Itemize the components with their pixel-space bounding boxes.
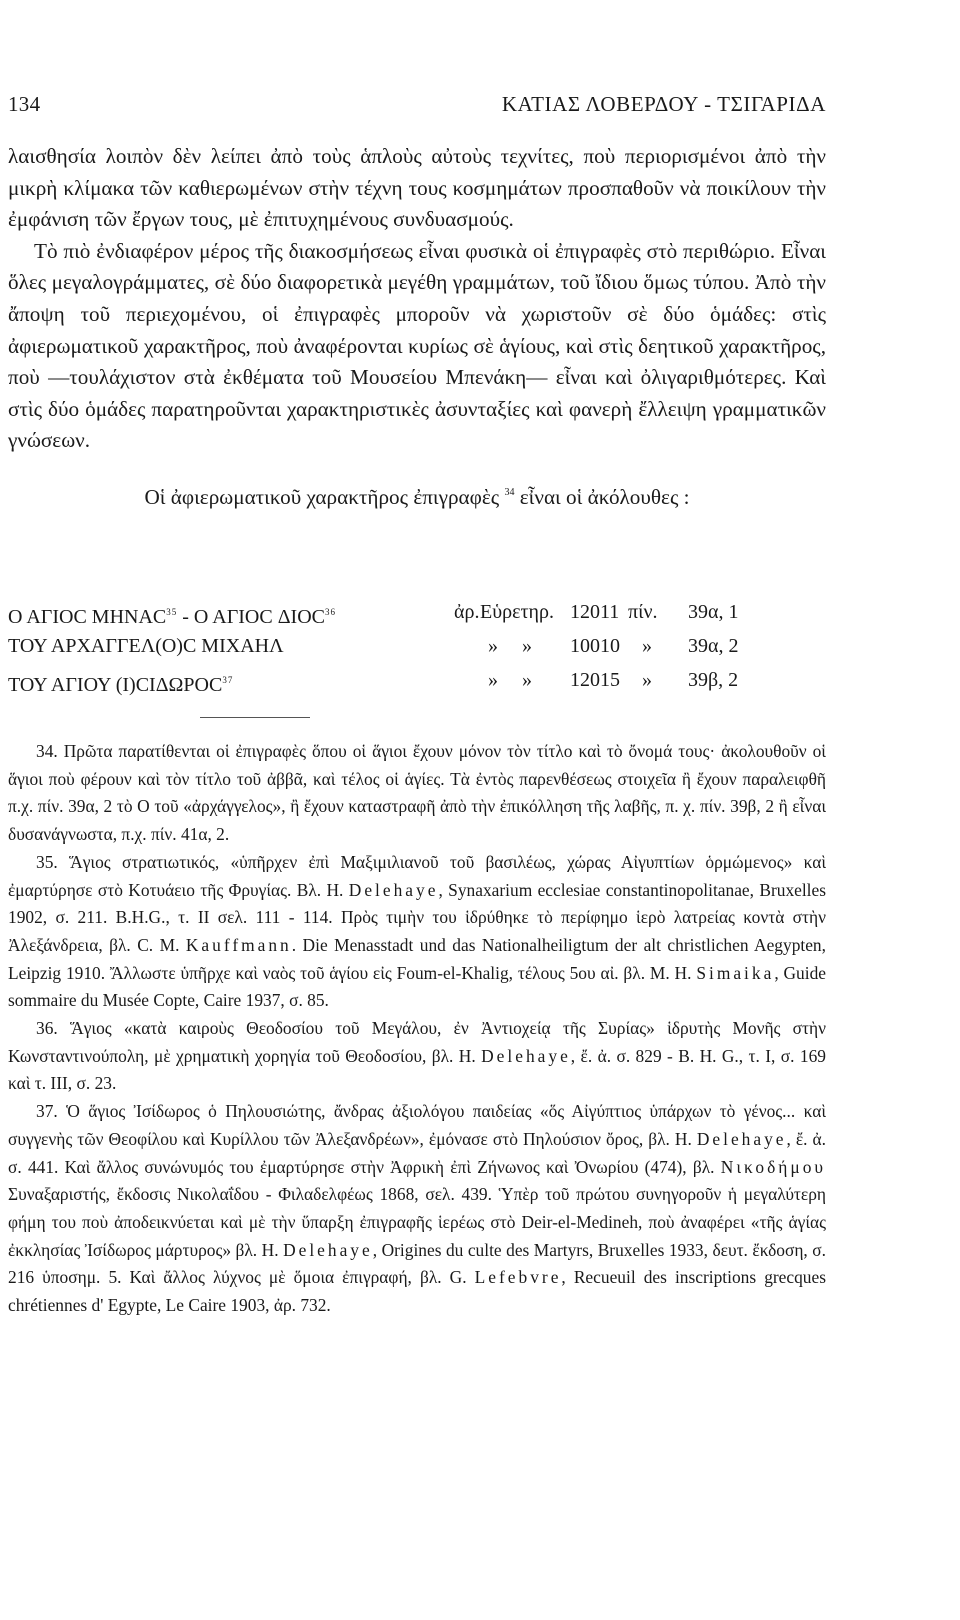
main-text: [8, 141, 826, 514]
plate-label: πίν.: [628, 601, 658, 623]
footnote-ref: 35: [166, 607, 178, 617]
registry-label: Εὑρετηρ.: [480, 601, 554, 623]
footnote-ref-34: 34: [504, 486, 515, 498]
author-name: Νικοδήμου: [720, 1156, 826, 1177]
footnote-35: 35. Ἅγιος στρατιωτικός, «ὑπῆρχεν ἐπὶ Μαξιμιλιανοῦ τοῦ βασιλέως, χώρας Αἰγυπτίων ὁρμώμενος» καὶ ἐμαρτύρησε στὸ Κοτυάειο τῆς Φρυγίας. Βλ. Η. Delehaye, Synaxarium ecclesiae constantinopolitanae, Bruxelles 1902, σ. 211. B.H.G., τ. II σελ. 111 - 114. Πρὸς τιμὴν του ἱδρύθηκε τὸ περίφημο ἱερὸ λατρείας κοντὰ στὴν Ἀλεξάνδρεια, βλ. C. M. Kauffmann. Die Menasstadt und das Nationalheiligtum der alt christlichen Aegypten, Leipzig 1910. Ἄλλωστε ὑπῆρχε καὶ ναὸς τοῦ ἁγίου εἰς Foum-el-Khalig, τέλους 5ου αἰ. βλ. M. H. Simaika, Guide sommaire du Musée Copte, Caire 1937, σ. 85.: [8, 851, 827, 1011]
paragraph-1: λαισθησία λοιπὸν δὲν λείπει ἀπὸ τοὺς ἁπλοὺς αὐτοὺς τεχνίτες, ποὺ περιορισμένοι ἀπὸ τὴν μικρὴ κλίμακα τῶν καθιερωμένων στὴν τέχνη τους κοσμημάτων προσπαθοῦν νὰ ποικίλουν τὴν ἐμφάνιση τῶν ἔργων τους, μὲ ἐπιτυχημένους συνδυασμούς.: [8, 144, 826, 232]
plate-ref: 39α, 2: [688, 635, 739, 657]
footnote-divider: [200, 717, 310, 718]
ditto-mark: »: [522, 669, 532, 691]
ditto-mark: »: [642, 635, 652, 657]
ditto-mark: »: [488, 669, 498, 691]
inscriptions-intro: [8, 477, 826, 514]
author-name: Simaika: [696, 962, 775, 983]
author-name: Delehaye: [283, 1239, 373, 1260]
running-title: ΚΑΤΙΑΣ ΛΟΒΕΡΔΟΥ - ΤΣΙΓΑΡΙΔΑ: [501, 92, 826, 116]
registry-number: 12011: [570, 601, 620, 623]
registry-number: 10010: [570, 635, 620, 657]
footnote-ref: 36: [325, 607, 337, 617]
inscription-row: [8, 663, 768, 697]
plate-ref: 39β, 2: [688, 669, 739, 691]
intro-end: εἶναι οἱ ἀκόλουθες :: [519, 484, 690, 509]
ditto-mark: »: [642, 669, 652, 691]
footnote-34: 34. Πρῶτα παρατίθενται οἱ ἐπιγραφὲς ὅπου οἱ ἅγιοι ἔχουν μόνον τὸν τίτλο καὶ τὸ ὄνομά τους· ἀκολουθοῦν οἱ ἅγιοι ποὺ φέρουν καὶ τὸν τίτλο τοῦ ἀββᾶ, καὶ τέλος οἱ ἁγίες. Τὰ ἐντὸς παρενθέσεως στοιχεῖα ἢ ἔχουν παραλειφθῆ π.χ. πίν. 39α, 2 τὸ Ο τοῦ «ἀρχάγγελος», ἢ ἔχουν καταστραφῆ ἀπὸ τὴν ἐπικόλληση τῆς λαβῆς, π. χ. πίν. 39β, 2 ἢ εἶναι δυσανάγνωστα, π.χ. πίν. 41α, 2.: [8, 741, 826, 845]
footnote-ref: 37: [222, 675, 234, 685]
footnotes: [8, 738, 826, 1320]
page-number: 134: [8, 92, 41, 116]
author-name: Delehaye: [481, 1045, 571, 1066]
abbrev-ar: ἀρ.: [454, 601, 480, 623]
author-name: Delehaye: [696, 1128, 787, 1149]
ditto-mark: »: [488, 635, 498, 657]
inscription-text: Ο ΑΓΙΟC ΜΗΝΑC$^{35}$ - Ο ΑΓΙΟC ΔΙΟC$^{36}$: [8, 606, 337, 628]
footnote-36: 36. Ἅγιος «κατὰ καιροὺς Θεοδοσίου τοῦ Μεγάλου, ἐν Ἀντιοχείᾳ τῆς Συρίας» ἱδρυτὴς Μονῆς στὴν Κωνσταντινούπολη, μὲ χρηματικὴ χορηγία τοῦ Θεοδοσίου, βλ. Η. Delehaye, ἔ. ἀ. σ. 829 - B. H. G., τ. I, σ. 169 καὶ τ. III, σ. 23.: [8, 1018, 826, 1094]
inscription-row: [8, 629, 768, 663]
inscription-text: ΤΟΥ ΑΓΙΟΥ (Ι)CΙΔΩΡΟC$^{37}$: [8, 674, 234, 696]
plate-ref: 39α, 1: [688, 601, 739, 623]
registry-number: 12015: [570, 669, 620, 691]
author-name: Lefebvre: [474, 1267, 562, 1288]
page-header: [8, 92, 826, 122]
author-name: Kauffmann: [185, 934, 292, 955]
inscription-row: [8, 595, 768, 629]
intro-text: Οἱ ἀφιερωματικοῦ χαρακτῆρος ἐπιγραφὲς: [144, 484, 500, 509]
footnote-37: 37. Ὁ ἅγιος Ἰσίδωρος ὁ Πηλουσιώτης, ἄνδρας ἀξιολόγου παιδείας «ὅς Αἰγύπτιος ὑπάρχων τὸ γένος... καὶ συγγενὴς τῶν Θεοφίλου καὶ Κυρίλλου τῶν Ἀλεξανδρέων», ἐμόνασε στὸ Πηλούσιον ὄρος, βλ. Η. Delehaye, ἔ. ἀ. σ. 441. Καὶ ἄλλος συνώνυμός του ἐμαρτύρησε στὴν Ἀφρικὴ ἐπὶ Ζήνωνος καὶ Ὀνωρίου (474), βλ. Νικοδήμου Συναξαριστής, ἔκδοσις Νικολαΐδου - Φιλαδελφέως 1868, σελ. 439. Ὑπὲρ τοῦ πρώτου συνηγοροῦν ἡ μεγαλύτερη φήμη του ποὺ ἀποδεικνύεται καὶ μὲ τὴν ὕπαρξη ἐπιγραφῆς ἱερέως στὸ Deir-el-Medineh, ποὺ ἀναφέρει «τῆς ἁγίας ἐκκλησίας Ἰσίδωρος μάρτυρος» βλ. H. Delehaye, Origines du culte des Martyrs, Bruxelles 1933, δευτ. ἔκδοση, σ. 216 ὑποσημ. 5. Καὶ ἄλλος λύχνος μὲ ὅμοια ἐπιγραφή, βλ. G. Lefebvre, Recueuil des inscriptions grecques chrétiennes d' Egypte, Le Caire 1903, ἀρ. 732.: [8, 1101, 826, 1316]
ditto-mark: »: [522, 635, 532, 657]
inscription-text: ΤΟΥ ΑΡΧΑΓΓΕΛ(Ο)C ΜΙΧΑΗΛ: [8, 635, 284, 657]
inscription-list: [8, 595, 768, 697]
paragraph-2: Τὸ πιὸ ἐνδιαφέρον μέρος τῆς διακοσμήσεως εἶναι φυσικὰ οἱ ἐπιγραφὲς στὸ περιθώριο. Εἶναι ὅλες μεγαλογράμματες, σὲ δύο διαφορετικὰ μεγέθη γραμμάτων, τοῦ ἴδιου ὅμως τύπου. Ἀπὸ τὴν ἄποψη τοῦ περιεχομένου, οἱ ἐπιγραφὲς μποροῦν νὰ χωριστοῦν σὲ δύο ὁμάδες: στὶς ἀφιερωματικοῦ χαρακτῆρος, ποὺ ἀναφέρονται κυρίως σὲ ἁγίους, καὶ στὶς δεητικοῦ χαρακτῆρος, ποὺ —τουλάχιστον στὰ ἐκθέματα τοῦ Μουσείου Μπενάκη— εἶναι καὶ ὀλιγαριθμότερες. Καὶ στὶς δύο ὁμάδες παρατηροῦνται χαρακτηριστικὲς ἀσυνταξίες καὶ φανερὴ ἔλλειψη γραμματικῶν γνώσεων.: [8, 238, 826, 453]
author-name: Delehaye: [348, 879, 439, 900]
